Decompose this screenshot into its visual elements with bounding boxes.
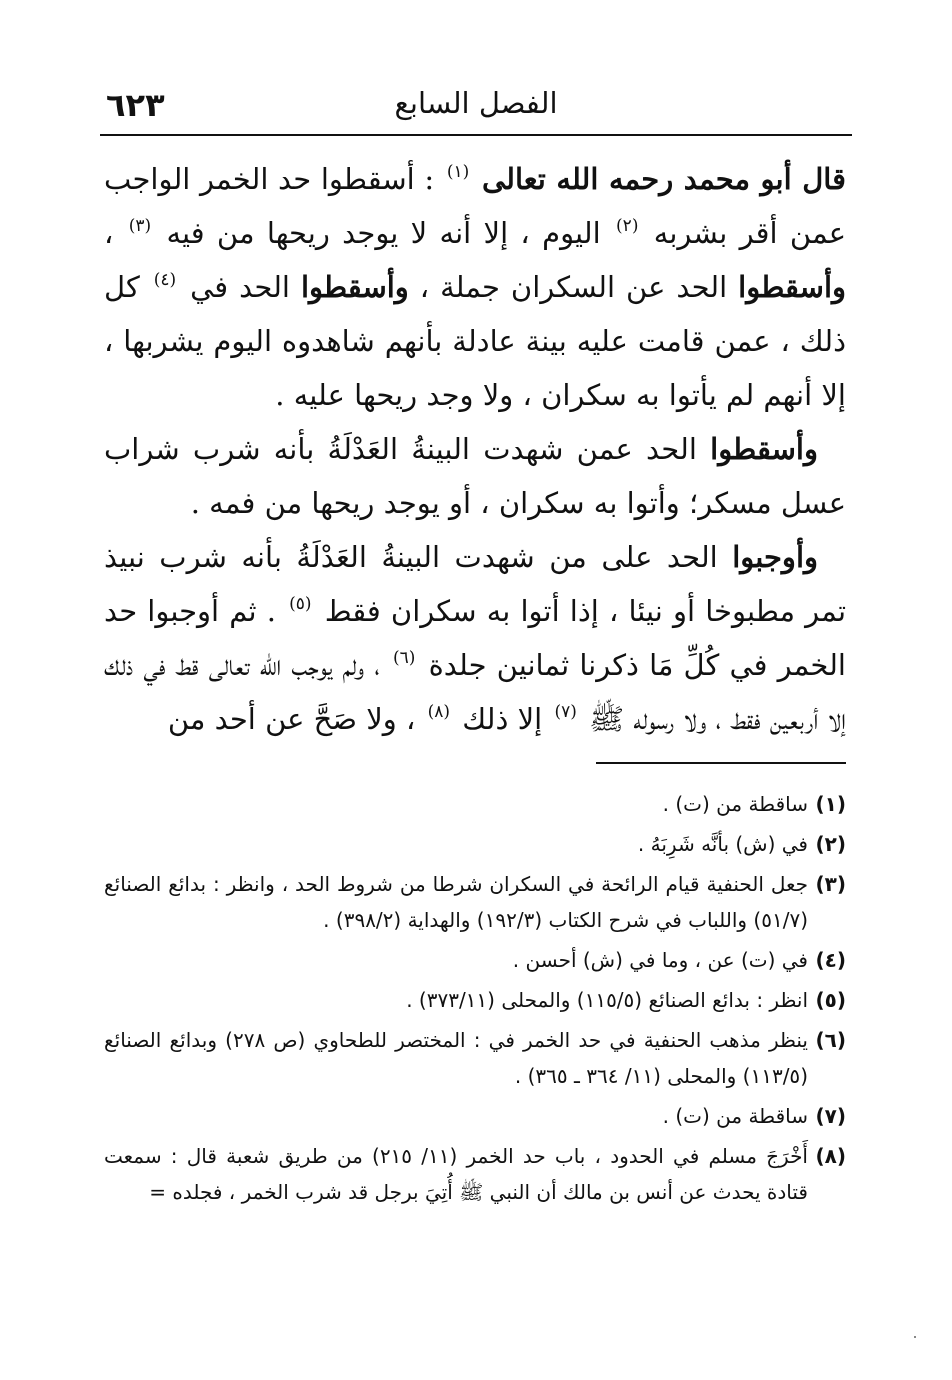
footnote-number: (٢) xyxy=(815,832,846,856)
footnote-item xyxy=(104,982,846,1018)
footnotes-list xyxy=(104,786,846,1214)
footnote-ref-6[interactable]: (٦) xyxy=(393,648,416,668)
bold-term: وأسقطوا xyxy=(300,270,409,304)
footnote-item xyxy=(104,1098,846,1134)
text-run: الحد عن السكران جملة ، xyxy=(419,270,728,304)
text-run: الحد على من شهدت البينةُ العَدْلَةُ بأنه شرب نبيذ تمر مطبوخا أو نيئا ، إذا أتوا به سكران فقط xyxy=(104,540,847,628)
bold-term: وأوجبوا xyxy=(732,540,819,574)
running-title: الفصل السابع xyxy=(394,86,558,120)
paragraph-3 xyxy=(104,530,846,746)
main-text xyxy=(104,152,846,746)
footnote-item xyxy=(104,1022,846,1094)
text-run: الحد في xyxy=(190,270,290,304)
footnote-item xyxy=(104,866,846,938)
text-run: . ثم أوجبوا حد الخمر في كُلِّ مَا ذكرنا ثمانين جلدة xyxy=(104,594,846,682)
footnote-text: انظر : بدائع الصنائع (١١٥/٥) والمحلى (٣٧٣/١١) . xyxy=(406,988,808,1012)
footnote-number: (٦) xyxy=(815,1028,846,1052)
footnote-text: أَخْرَجَ مسلم في الحدود ، باب حد الخمر (١١/ ٢١٥) من طريق شعبة قال : سمعت قتادة يحدث عن أنس بن مالك أن النبي ﷺ أُتِيَ برجل قد شرب الخمر ، فجلده = xyxy=(104,1144,808,1204)
footnote-ref-3[interactable]: (٣) xyxy=(128,216,152,236)
footnote-ref-5[interactable]: (٥) xyxy=(289,594,312,614)
footnote-number: (٧) xyxy=(815,1104,846,1128)
footnote-text: في (ش) بأنَّه شَرِبَهُ . xyxy=(637,832,808,856)
footnote-ref-1[interactable]: (١) xyxy=(446,162,470,182)
bold-term: وأسقطوا xyxy=(738,270,847,304)
text-run: اليوم ، إلا أنه لا يوجد ريحها من فيه xyxy=(166,216,601,250)
footnote-text: في (ت) عن ، وما في (ش) أحسن . xyxy=(512,948,808,972)
page-number: ٦٢٣ xyxy=(106,86,165,124)
scan-speck xyxy=(914,1336,916,1338)
footnote-number: (٨) xyxy=(815,1144,846,1168)
page-header xyxy=(100,82,852,134)
footnote-text: ساقطة من (ت) . xyxy=(662,792,808,816)
paragraph-2 xyxy=(104,422,846,530)
header-rule xyxy=(100,134,852,136)
footnote-number: (٤) xyxy=(815,948,846,972)
footnote-ref-2[interactable]: (٢) xyxy=(616,216,639,236)
footnote-item xyxy=(104,942,846,978)
footnote-separator xyxy=(596,762,846,764)
footnote-ref-7[interactable]: (٧) xyxy=(554,702,577,722)
footnote-text: ينظر مذهب الحنفية في حد الخمر في : المختصر للطحاوي (ص ٢٧٨) وبدائع الصنائع (١١٣/٥) والمحلى (١١/ ٣٦٤ ـ ٣٦٥) . xyxy=(104,1028,808,1088)
footnote-number: (٥) xyxy=(815,988,846,1012)
footnote-item xyxy=(104,1138,846,1210)
footnote-number: (١) xyxy=(815,792,846,816)
footnote-text: جعل الحنفية قيام الرائحة في السكران شرطا من شروط الحد ، وانظر : بدائع الصنائع (٥١/٧) واللباب في شرح الكتاب (١٩٢/٣) والهداية (٣٩٨/٢) . xyxy=(104,872,808,932)
footnote-text: ساقطة من (ت) . xyxy=(662,1104,808,1128)
footnote-ref-4[interactable]: (٤) xyxy=(153,270,177,290)
text-run: الحد عمن شهدت البينةُ العَدْلَةُ بأنه شرب شراب عسل مسكر؛ وأتوا به سكران ، أو يوجد ريحها من فمه . xyxy=(104,432,846,520)
text-run: : أسقطوا حد الخمر الواجب عمن أقر بشربه xyxy=(104,162,847,250)
footnote-item xyxy=(104,786,846,822)
text-run: ، ولا صَحَّ عن أحد من xyxy=(167,702,416,736)
bold-term: وأسقطوا xyxy=(710,432,818,466)
text-run: ، ولم يوجب الله تعالى قط في ذلك إلا أربعين فقط ، ولا رسوله ﷺ xyxy=(104,648,846,736)
text-run: كل ذلك ، عمن قامت عليه بينة عادلة بأنهم شاهدوه اليوم يشربها ، إلا أنهم لم يأتوا به سكران ، ولا وجد ريحها عليه . xyxy=(104,270,846,412)
paragraph-1 xyxy=(104,152,846,422)
speaker-label: قال أبو محمد رحمه الله تعالى xyxy=(481,162,846,196)
text-run: ، xyxy=(104,216,114,250)
footnote-number: (٣) xyxy=(815,872,846,896)
text-run: إلا ذلك xyxy=(462,702,543,736)
footnote-ref-8[interactable]: (٨) xyxy=(427,702,450,722)
footnote-item xyxy=(104,826,846,862)
